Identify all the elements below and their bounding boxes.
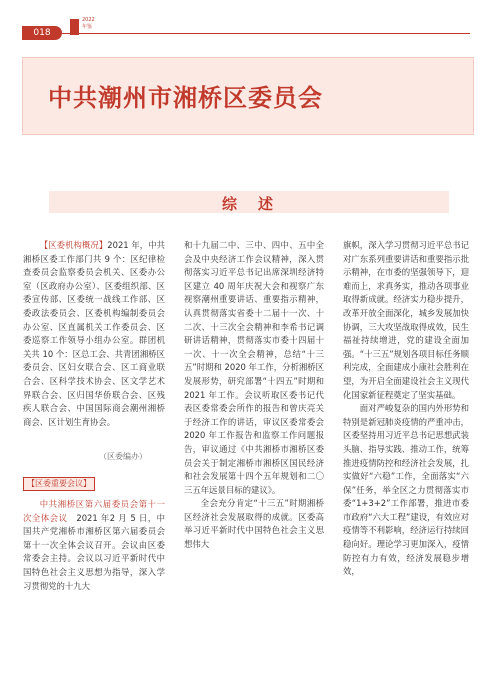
paragraph-text: 2021 年2 月 5 日，中国共产党湘桥市湘桥区第六届委员会第十一次全体会议召开。会议由区委常委会主持。会议以习近平新时代中国特色社会主义思想为指导，深入学习贯彻党的十九大 bbox=[23, 512, 166, 591]
tag-org-overview: 【区委机构概况】 bbox=[39, 240, 108, 250]
paragraph: 全会充分肯定“十三五”时期湘桥区经济社会发展取得的成就。区委高举习近平新时代中国特色社会主义思想伟大 bbox=[184, 498, 324, 550]
paragraph: 和十九届二中、三中、四中、五中全会及中央经济工作会议精神，深入贯彻落实习近平总书记出席深圳经济特区建立 40 周年庆祝大会和视察广东视察潮州重要讲话、重要指示精神，认真贯彻落实省委十二届十一次、十二次、十三次全会精神和李希书记调研讲话精神，贯彻落实市委十四届十一次、十一次全会精神，总结“十三五”时期和 2020 年工作，分析湘桥区发展形势，研究部署“十四五”时期和 2021 年工作。会议听取区委书记代表区委常委会所作的报告和曾庆亮关于经济工作的讲话，审议区委常委会 2020 年工作报告和监察工作问题报告，审议通过《中共湘桥市湘桥区委员会关于制定湘桥市湘桥区国民经济和社会发展第十四个五年规划和二〇三五年远景目标的建议》。 bbox=[184, 240, 324, 495]
column-2 bbox=[184, 239, 324, 552]
section-heading-box bbox=[49, 191, 449, 213]
paragraph-text: 2021 年，中共湘桥区委工作部门共 9 个：区纪律检查委员会监察委员会机关、区委办公室（区政府办公室）、区委组织部、区委宣传部、区委统一战线工作部、区委政法委员会、区委机构编制委员会办公室、区直属机关工作委员会、区委巡察工作领导小组办公室。群团机关共 10 个：区总工会、共青团湘桥区委员会、区妇女联合会、区工商业联合会、区科学技术协会、区文学艺术界联合会、区归国华侨联合会、区残疾人联合会、中国国际商会潮州湘桥商会、区计划生育协会。 bbox=[23, 240, 165, 427]
yearbook-logo bbox=[70, 17, 96, 39]
paragraph: 面对严峻复杂的国内外形势和特别是新冠肺炎疫情的严重冲击，区委坚持用习近平总书记思想武装头脑、指导实践、推动工作，统筹推进疫情防控和经济社会发展，扎实做好“六稳”工作，全面落实“六保”任务，举全区之力贯彻落实市委“1+3+2”工作部署，推进市委市政府“六大工程”建设，有效应对疫情等不利影响，经济运行持续回稳向好。理论学习更加深入，疫情防控有力有效，经济发展稳步增效， bbox=[343, 403, 469, 577]
editor-credit: （区委编办） bbox=[99, 452, 147, 461]
paragraph bbox=[23, 239, 165, 429]
logo-text-year: 2022 bbox=[82, 17, 95, 23]
chapter-title-box bbox=[22, 57, 474, 135]
section-heading: 综 述 bbox=[221, 195, 276, 213]
column-3 bbox=[343, 239, 469, 579]
column-1 bbox=[23, 239, 165, 429]
page-number: 018 bbox=[22, 26, 62, 40]
column-1-lower bbox=[23, 498, 165, 593]
header-rule bbox=[62, 33, 470, 34]
paragraph bbox=[23, 498, 165, 593]
meeting-title: 中共湘桥区第六届委员会第十一次全体会议 bbox=[23, 499, 165, 523]
tag-important-meetings: 【区委重要会议】 bbox=[23, 477, 95, 491]
paragraph: 旗帜，深入学习贯彻习近平总书记对广东系列重要讲话和重要指示批示精神，在市委的坚强领导下，迎难而上，求真务实，推动各项事业取得新成就。经济实力稳步提升，改革开放全面深化，城乡发展加快协调，三大攻坚战取得成效，民生福祉持续增进，党的建设全面加强。“十三五”规划各项目标任务顺利完成，全面建成小康社会胜利在望，为开启全面建设社会主义现代化国家新征程奠定了坚实基础。 bbox=[343, 240, 469, 400]
chapter-title: 中共潮州市湘桥区委员会 bbox=[48, 84, 323, 112]
logo-text-name: 年鉴 bbox=[82, 24, 93, 30]
